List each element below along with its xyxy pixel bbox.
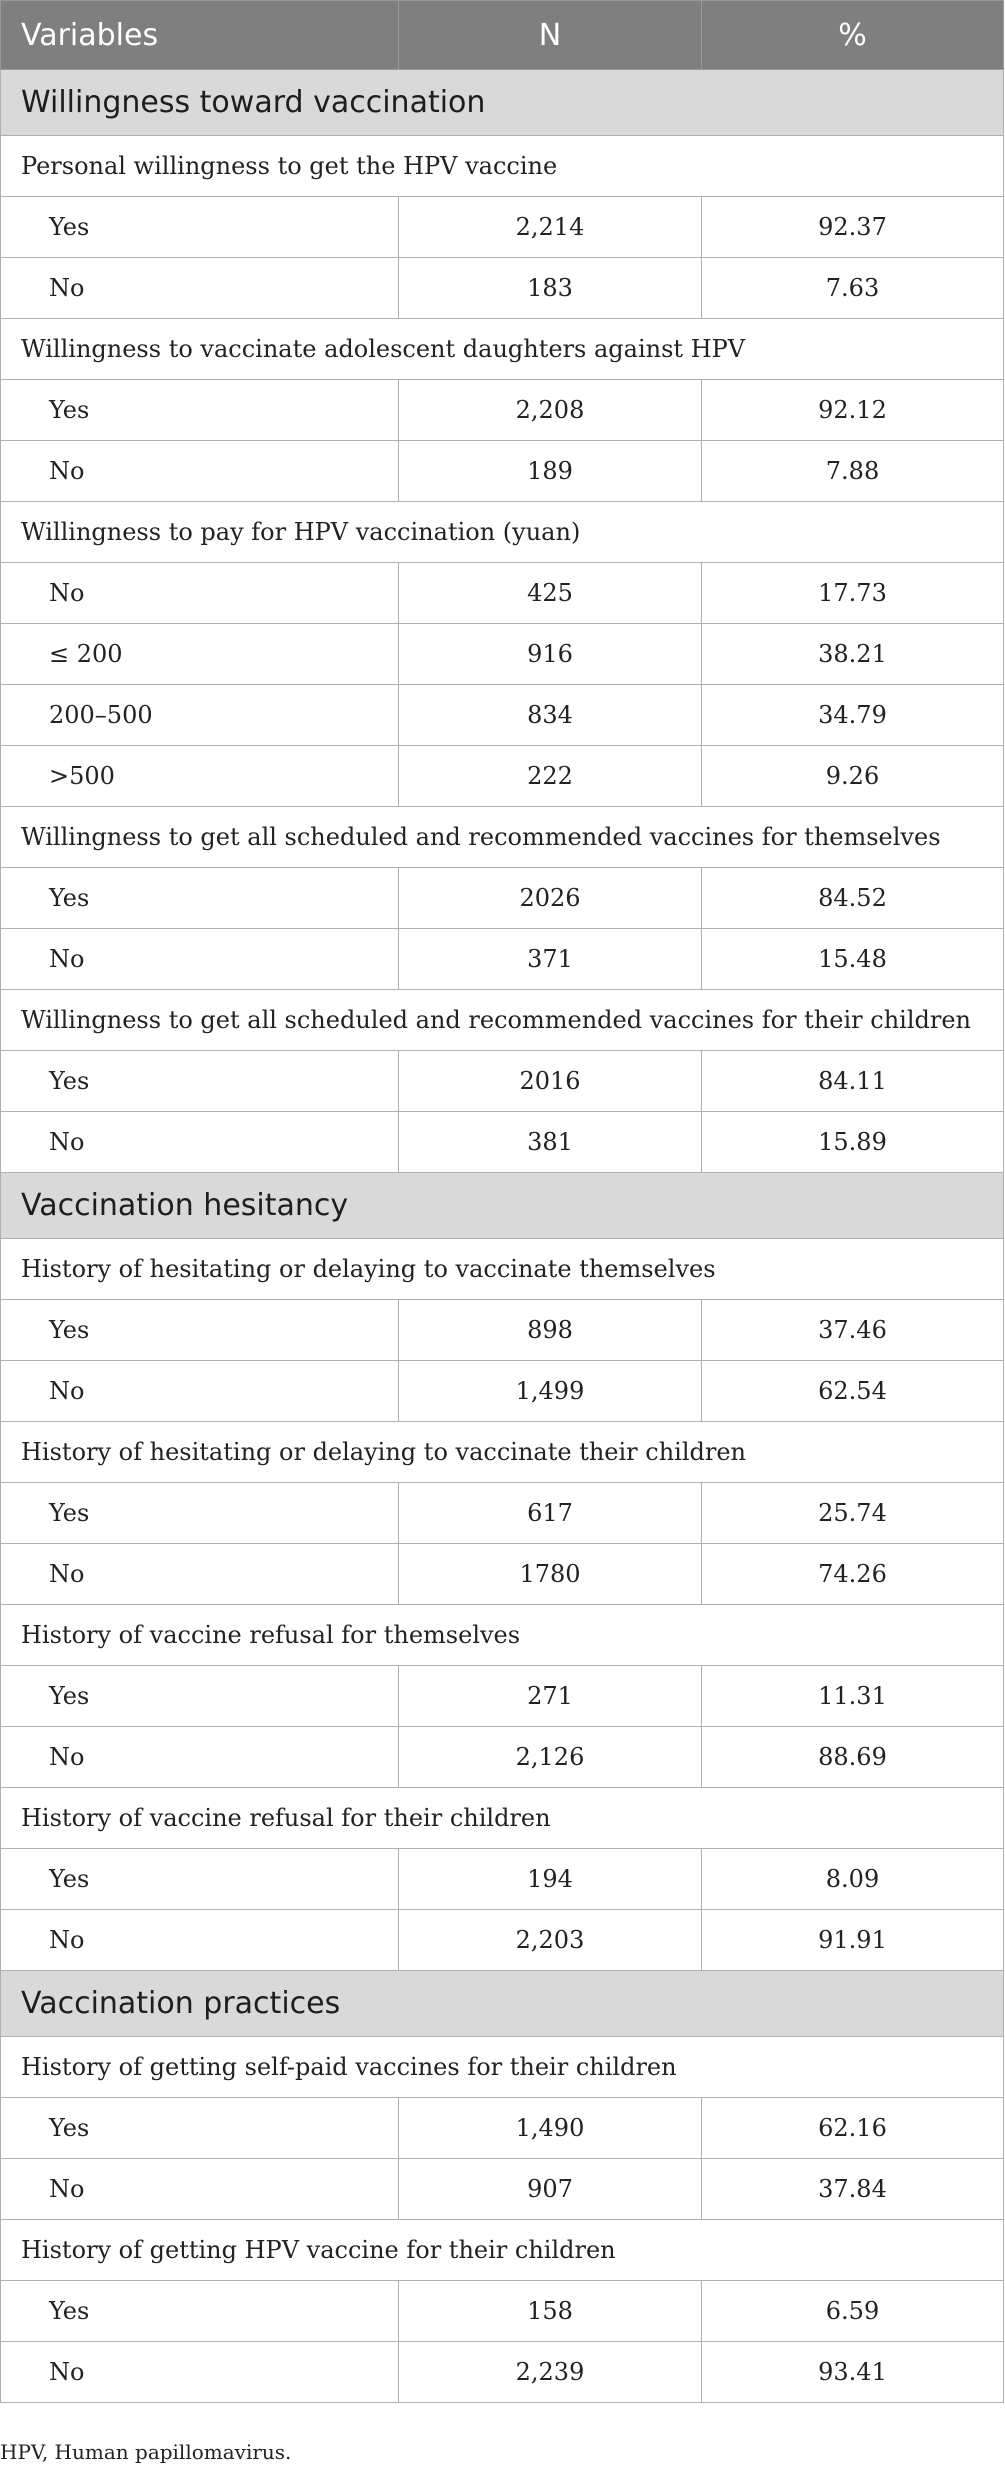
table-row xyxy=(1,563,1004,624)
variable-question: Willingness to vaccinate adolescent daughters against HPV xyxy=(1,319,1004,380)
header-variables: Variables xyxy=(1,1,399,70)
n-cell: 2,126 xyxy=(399,1727,702,1788)
subheading-row xyxy=(1,136,1004,197)
n-cell: 2,208 xyxy=(399,380,702,441)
percent-cell: 84.11 xyxy=(702,1051,1004,1112)
table-row xyxy=(1,746,1004,807)
table-row xyxy=(1,2098,1004,2159)
section-title: Vaccination hesitancy xyxy=(1,1173,1004,1239)
table-row xyxy=(1,1544,1004,1605)
subheading-row xyxy=(1,1605,1004,1666)
n-cell: 898 xyxy=(399,1300,702,1361)
subheading-row xyxy=(1,319,1004,380)
response-label: Yes xyxy=(1,2098,399,2159)
response-label: No xyxy=(1,929,399,990)
percent-cell: 92.37 xyxy=(702,197,1004,258)
percent-cell: 62.16 xyxy=(702,2098,1004,2159)
percent-cell: 84.52 xyxy=(702,868,1004,929)
response-label: No xyxy=(1,258,399,319)
table-row xyxy=(1,380,1004,441)
percent-cell: 11.31 xyxy=(702,1666,1004,1727)
header-n: N xyxy=(399,1,702,70)
percent-cell: 34.79 xyxy=(702,685,1004,746)
percent-cell: 7.88 xyxy=(702,441,1004,502)
n-cell: 1,499 xyxy=(399,1361,702,1422)
subheading-row xyxy=(1,1422,1004,1483)
variable-question: History of hesitating or delaying to vaccinate themselves xyxy=(1,1239,1004,1300)
percent-cell: 9.26 xyxy=(702,746,1004,807)
table-row xyxy=(1,1361,1004,1422)
response-label: No xyxy=(1,2342,399,2403)
header-percent: % xyxy=(702,1,1004,70)
section-title: Willingness toward vaccination xyxy=(1,70,1004,136)
percent-cell: 6.59 xyxy=(702,2281,1004,2342)
variable-question: Willingness to get all scheduled and recommended vaccines for themselves xyxy=(1,807,1004,868)
percent-cell: 7.63 xyxy=(702,258,1004,319)
subheading-row xyxy=(1,990,1004,1051)
table-footnote: HPV, Human papillomavirus. xyxy=(0,2440,292,2464)
n-cell: 425 xyxy=(399,563,702,624)
percent-cell: 37.46 xyxy=(702,1300,1004,1361)
percent-cell: 37.84 xyxy=(702,2159,1004,2220)
section-title: Vaccination practices xyxy=(1,1971,1004,2037)
percent-cell: 91.91 xyxy=(702,1910,1004,1971)
response-label: Yes xyxy=(1,2281,399,2342)
subheading-row xyxy=(1,1239,1004,1300)
response-label: No xyxy=(1,1112,399,1173)
variable-question: History of hesitating or delaying to vaccinate their children xyxy=(1,1422,1004,1483)
table-row xyxy=(1,197,1004,258)
percent-cell: 93.41 xyxy=(702,2342,1004,2403)
section-header-row xyxy=(1,1173,1004,1239)
section-header-row xyxy=(1,1971,1004,2037)
n-cell: 916 xyxy=(399,624,702,685)
subheading-row xyxy=(1,807,1004,868)
table-body xyxy=(1,70,1004,2403)
percent-cell: 17.73 xyxy=(702,563,1004,624)
percent-cell: 38.21 xyxy=(702,624,1004,685)
variable-question: Willingness to pay for HPV vaccination (yuan) xyxy=(1,502,1004,563)
n-cell: 907 xyxy=(399,2159,702,2220)
percent-cell: 74.26 xyxy=(702,1544,1004,1605)
n-cell: 834 xyxy=(399,685,702,746)
table-row xyxy=(1,1300,1004,1361)
table-row xyxy=(1,685,1004,746)
table-row xyxy=(1,1051,1004,1112)
n-cell: 2026 xyxy=(399,868,702,929)
n-cell: 2,203 xyxy=(399,1910,702,1971)
response-label: No xyxy=(1,1910,399,1971)
n-cell: 189 xyxy=(399,441,702,502)
percent-cell: 15.89 xyxy=(702,1112,1004,1173)
table-row xyxy=(1,1112,1004,1173)
response-label: ≤ 200 xyxy=(1,624,399,685)
table-row xyxy=(1,1666,1004,1727)
percent-cell: 88.69 xyxy=(702,1727,1004,1788)
header-row xyxy=(1,1,1004,70)
response-label: No xyxy=(1,441,399,502)
variable-question: History of vaccine refusal for their children xyxy=(1,1788,1004,1849)
percent-cell: 15.48 xyxy=(702,929,1004,990)
response-label: Yes xyxy=(1,1483,399,1544)
table-row xyxy=(1,868,1004,929)
table-row xyxy=(1,2281,1004,2342)
table-row xyxy=(1,624,1004,685)
n-cell: 617 xyxy=(399,1483,702,1544)
n-cell: 158 xyxy=(399,2281,702,2342)
table-row xyxy=(1,1727,1004,1788)
response-label: Yes xyxy=(1,1051,399,1112)
variable-question: Personal willingness to get the HPV vaccine xyxy=(1,136,1004,197)
variable-question: History of getting HPV vaccine for their children xyxy=(1,2220,1004,2281)
table-row xyxy=(1,2159,1004,2220)
percent-cell: 8.09 xyxy=(702,1849,1004,1910)
percent-cell: 62.54 xyxy=(702,1361,1004,1422)
n-cell: 2,214 xyxy=(399,197,702,258)
response-label: 200–500 xyxy=(1,685,399,746)
n-cell: 1,490 xyxy=(399,2098,702,2159)
response-label: Yes xyxy=(1,868,399,929)
subheading-row xyxy=(1,1788,1004,1849)
n-cell: 222 xyxy=(399,746,702,807)
n-cell: 371 xyxy=(399,929,702,990)
response-label: No xyxy=(1,2159,399,2220)
response-label: No xyxy=(1,1361,399,1422)
n-cell: 1780 xyxy=(399,1544,702,1605)
n-cell: 381 xyxy=(399,1112,702,1173)
n-cell: 2016 xyxy=(399,1051,702,1112)
subheading-row xyxy=(1,502,1004,563)
percent-cell: 25.74 xyxy=(702,1483,1004,1544)
subheading-row xyxy=(1,2220,1004,2281)
response-label: >500 xyxy=(1,746,399,807)
table-row xyxy=(1,929,1004,990)
table-header xyxy=(1,1,1004,70)
response-label: No xyxy=(1,1544,399,1605)
response-label: Yes xyxy=(1,380,399,441)
n-cell: 183 xyxy=(399,258,702,319)
response-label: Yes xyxy=(1,197,399,258)
table-row xyxy=(1,441,1004,502)
n-cell: 2,239 xyxy=(399,2342,702,2403)
table-row xyxy=(1,2342,1004,2403)
response-label: Yes xyxy=(1,1849,399,1910)
subheading-row xyxy=(1,2037,1004,2098)
response-label: No xyxy=(1,563,399,624)
table-row xyxy=(1,1483,1004,1544)
n-cell: 271 xyxy=(399,1666,702,1727)
table-row xyxy=(1,1910,1004,1971)
n-cell: 194 xyxy=(399,1849,702,1910)
response-label: No xyxy=(1,1727,399,1788)
variable-question: History of getting self-paid vaccines for their children xyxy=(1,2037,1004,2098)
table-row xyxy=(1,258,1004,319)
response-label: Yes xyxy=(1,1300,399,1361)
percent-cell: 92.12 xyxy=(702,380,1004,441)
variable-question: History of vaccine refusal for themselves xyxy=(1,1605,1004,1666)
variable-question: Willingness to get all scheduled and recommended vaccines for their children xyxy=(1,990,1004,1051)
response-label: Yes xyxy=(1,1666,399,1727)
table-row xyxy=(1,1849,1004,1910)
section-header-row xyxy=(1,70,1004,136)
